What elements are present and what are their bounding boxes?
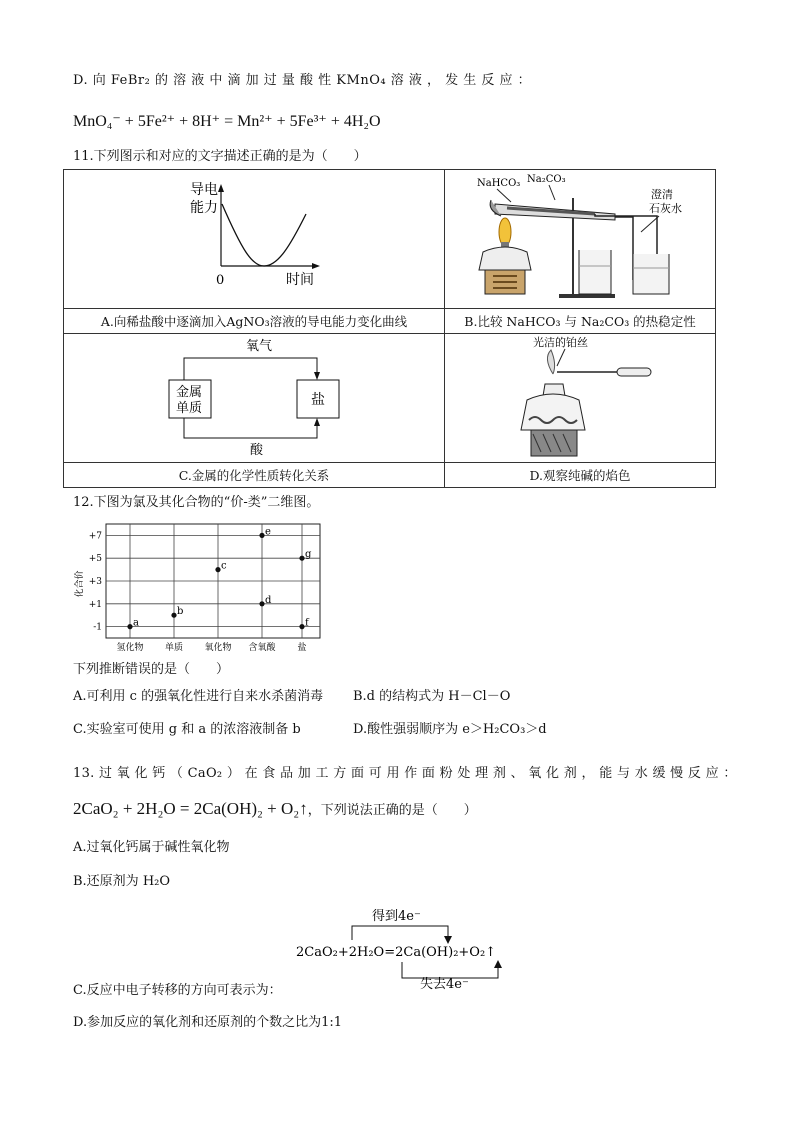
q13-option-a: A.过氧化钙属于碱性氧化物 [73, 840, 230, 855]
q12-option-a: A.可利用 c 的强氧化性进行自来水杀菌消毒 [73, 689, 324, 704]
diagram-c-left-1: 金属 [176, 385, 203, 400]
label-na2co3: Na₂CO₃ [527, 174, 566, 185]
electron-loss-label: 失去4e⁻ [420, 977, 469, 992]
chart-x-tick: 单质 [164, 643, 184, 653]
metal-conversion-diagram [64, 334, 444, 458]
q13-equation: 2CaO₂ + 2H₂O = 2Ca(OH)₂ + O₂↑ [73, 799, 308, 818]
q13-option-d: D.参加反应的氧化剂和还原剂的个数之比为1:1 [73, 1015, 343, 1030]
graph-a-origin: 0 [216, 273, 225, 288]
chart-point-f [299, 624, 304, 629]
q13-equation-line [73, 800, 477, 820]
label-limewater-2: 石灰水 [649, 202, 682, 215]
q11-caption-a: A.向稀盐酸中逐滴加入AgNO₃溶液的导电能力变化曲线 [64, 309, 445, 334]
chart-point-b [171, 613, 176, 618]
q11-caption-d: D.观察纯碱的焰色 [445, 463, 716, 488]
q11-caption-c: C.金属的化学性质转化关系 [64, 463, 445, 488]
graph-a-ylabel-1: 导电 [190, 182, 218, 198]
q12-option-c: C.实验室可使用 g 和 a 的浓溶液制备 b [73, 722, 301, 737]
chart-point-label-b: b [177, 606, 184, 618]
chart-y-label: 化合价 [75, 570, 85, 598]
conductivity-graph [64, 170, 444, 304]
q13-option-c: C.反应中电子转移的方向可表示为： [73, 983, 282, 998]
electron-gain-label: 得到4e⁻ [372, 909, 421, 924]
label-nahco3: NaHCO₃ [477, 178, 521, 189]
q12-question: 下列推断错误的是（ ） [73, 662, 230, 677]
chart-point-label-c: c [221, 560, 227, 572]
chart-y-tick: +7 [88, 531, 102, 542]
chart-x-tick: 氧化物 [204, 643, 232, 653]
label-platinum-wire: 光洁的铂丝 [533, 336, 588, 349]
q11-cell-d-figure [445, 334, 716, 463]
q12-option-b: B.d 的结构式为 H－Cl－O [353, 689, 511, 704]
electron-transfer-equation: 2CaO₂+2H₂O=2Ca(OH)₂+O₂↑ [296, 945, 497, 960]
q11-cell-c-figure [64, 334, 445, 463]
graph-a-xlabel: 时间 [286, 272, 314, 288]
q10-option-d-equation: MnO₄⁻ + 5Fe²⁺ + 8H⁺ = Mn²⁺ + 5Fe³⁺ + 4H₂O [73, 113, 381, 130]
q12-option-d: D.酸性强弱顺序为 e＞H₂CO₃＞d [353, 722, 547, 737]
q11-caption-b: B.比较 NaHCO₃ 与 Na₂CO₃ 的热稳定性 [445, 309, 716, 334]
chlorine-valence-chart [70, 518, 330, 658]
chart-point-g [299, 556, 304, 561]
q13-stem: 13. 过 氧 化 钙 （ CaO₂ ） 在 食 品 加 工 方 面 可 用 作 面 粉 处 理 剂 、 氧 化 剂 ， 能 与 水 缓 慢 反 应 ： [73, 766, 737, 781]
label-limewater-1: 澄清 [651, 188, 673, 201]
chart-y-tick: -1 [93, 622, 102, 633]
chart-point-d [259, 601, 264, 606]
q11-cell-b-figure [445, 170, 716, 309]
q12-stem: 12.下图为氯及其化合物的“价-类”二维图。 [73, 495, 320, 510]
chart-point-label-f: f [305, 617, 309, 629]
chart-point-a [127, 624, 132, 629]
graph-a-ylabel-2: 能力 [190, 200, 218, 216]
q11-cell-a-figure [64, 170, 445, 309]
diagram-c-left-2: 单质 [176, 401, 203, 416]
chart-point-label-g: g [305, 549, 312, 561]
diagram-c-bottom-label: 酸 [250, 443, 264, 458]
chart-y-tick: +5 [88, 554, 102, 565]
q10-option-d-text: D. 向 FeBr₂ 的 溶 液 中 滴 加 过 量 酸 性 KMnO₄ 溶 液 ， 发 生 反 应 ： [73, 73, 532, 88]
q13-equation-tail: ，下列说法正确的是（ ） [307, 803, 477, 818]
flame-test-apparatus [445, 334, 715, 458]
conductivity-curve [222, 204, 306, 266]
chart-y-tick: +3 [88, 577, 102, 587]
chart-point-label-e: e [265, 526, 271, 538]
thermal-stability-apparatus [445, 170, 715, 304]
chart-x-tick: 氢化物 [116, 643, 144, 653]
diagram-c-top-label: 氧气 [246, 339, 273, 354]
chart-x-tick: 含氧酸 [248, 643, 276, 653]
q11-figure-table [63, 169, 716, 488]
chart-x-tick: 盐 [297, 643, 307, 653]
q11-stem: 11.下列图示和对应的文字描述正确的是为（ ） [73, 149, 367, 164]
chart-point-label-a: a [133, 617, 139, 629]
chart-point-e [259, 533, 264, 538]
chart-point-c [215, 567, 220, 572]
chart-point-label-d: d [265, 594, 272, 606]
electron-transfer-diagram [292, 906, 522, 992]
q13-option-b: B.还原剂为 H₂O [73, 874, 171, 889]
chart-y-tick: +1 [88, 599, 102, 610]
diagram-c-right: 盐 [311, 392, 325, 408]
